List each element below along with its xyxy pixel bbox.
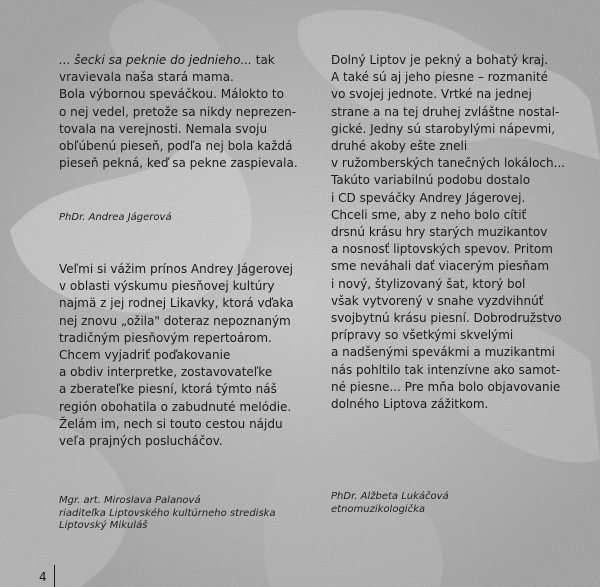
page-number-divider [54,565,55,587]
intro-text: tak vravievala naša stará mama. Bola výbornou speváčkou. Málokto to o nej vedel, pretože sa nikdy neprezen- tovala na verejnosti. Nemala svoju obľúbenú pieseň, podľa nej bola každá pieseň pekná, keď sa pekne zaspievala. [59,53,298,171]
intro-paragraph [59,52,298,172]
intro-quote: ... šecki sa peknie do jednieho... [59,53,252,67]
signature-andrea-jagerova: PhDr. Andrea Jágerová [59,212,172,223]
signature-alzbeta-lukacova: PhDr. Alžbeta Lukáčová etnomuzikologička [331,491,449,515]
lukacova-paragraph: Dolný Liptov je pekný a bohatý kraj. A také sú aj jeho piesne – rozmanité vo svojej jednote. Vrtké na jednej strane a na tej druhej zvláštne nostal- gické. Jedny sú starobylými nápevmi, druhé akoby ešte zneli v ružomberských tanečných lokáloch... Takúto variabilnú podobu dostalo i CD speváčky Andrey Jágerovej. Chceli sme, aby z neho bolo cítiť drsnú krásu hry starých muzikantov a nosnosť liptovských spevov. Pritom sme neváhali dať viacerým piesňam i nový, štylizovaný šat, ktorý bol však vytvorený v snahe vyzdvihnúť svojbytnú krásu piesní. Dobrodružstvo prípravy so všetkými skvelými a nadšenými spevákmi a muzikantmi nás pohltilo tak intenzívne ako samot- né piesne... Pre mňa bolo objavovanie dolného Liptova zážitkom. [331,53,566,412]
page-number: 4 [39,570,47,584]
signature-miroslava-palanova: Mgr. art. Miroslava Palanová riaditeľka Liptovského kultúrneho strediska Liptovský Mikuláš [59,495,276,532]
palanova-paragraph: Veľmi si vážim prínos Andrey Jágerovej v oblasti výskumu piesňovej kultúry najmä z jej rodnej Likavky, ktorá vďaka nej znovu „ožila" doteraz nepoznaným tradičným piesňovým repertoárom. Chcem vyjadriť poďakovanie a obdiv interpretke, zostavovateľke a zberateľke piesní, ktorá týmto náš región obohatila o zabudnuté melódie. Želám im, nech si touto cestou nájdu veľa prajných poslucháčov. [59,262,294,449]
